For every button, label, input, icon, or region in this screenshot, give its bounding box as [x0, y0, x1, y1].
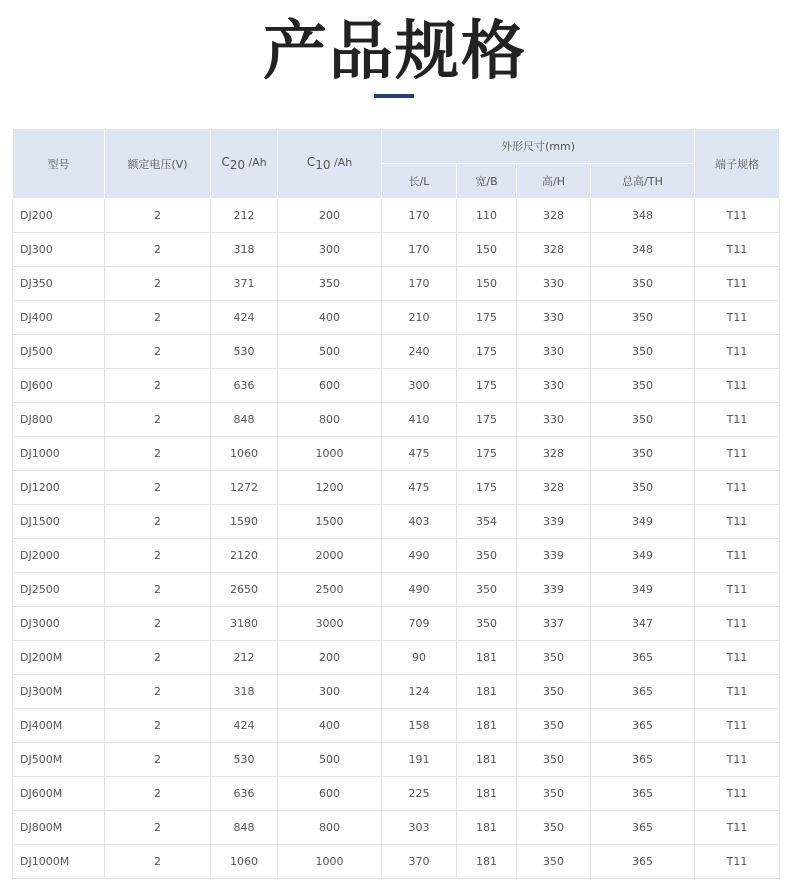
table-row: [13, 267, 780, 301]
cell-c20: 530: [211, 743, 278, 777]
cell-total-height: 365: [591, 811, 695, 845]
table-row: [13, 743, 780, 777]
spec-table: [12, 128, 780, 879]
cell-voltage: 2: [105, 607, 211, 641]
cell-c10: 400: [278, 301, 382, 335]
header-c10-symbol: C: [306, 155, 316, 169]
cell-model: DJ350: [13, 267, 105, 301]
cell-height: 328: [517, 471, 591, 505]
cell-length: 410: [382, 403, 457, 437]
cell-voltage: 2: [105, 301, 211, 335]
cell-model: DJ600M: [13, 777, 105, 811]
cell-c20: 1272: [211, 471, 278, 505]
table-row: [13, 403, 780, 437]
cell-terminal: T11: [695, 573, 780, 607]
table-row: [13, 845, 780, 879]
cell-length: 403: [382, 505, 457, 539]
cell-c20: 318: [211, 233, 278, 267]
cell-length: 475: [382, 437, 457, 471]
cell-c10: 200: [278, 641, 382, 675]
cell-height: 337: [517, 607, 591, 641]
cell-total-height: 350: [591, 301, 695, 335]
cell-c20: 1060: [211, 845, 278, 879]
header-c20-unit: /Ah: [244, 156, 267, 169]
cell-width: 181: [457, 777, 517, 811]
table-row: [13, 199, 780, 233]
cell-voltage: 2: [105, 471, 211, 505]
cell-total-height: 347: [591, 607, 695, 641]
cell-total-height: 350: [591, 471, 695, 505]
cell-terminal: T11: [695, 607, 780, 641]
header-c10: [278, 129, 382, 199]
cell-model: DJ1000M: [13, 845, 105, 879]
cell-terminal: T11: [695, 811, 780, 845]
cell-c10: 800: [278, 403, 382, 437]
cell-c20: 318: [211, 675, 278, 709]
cell-height: 330: [517, 369, 591, 403]
header-c20: [211, 129, 278, 199]
cell-total-height: 350: [591, 403, 695, 437]
cell-terminal: T11: [695, 199, 780, 233]
cell-total-height: 365: [591, 777, 695, 811]
cell-c10: 300: [278, 233, 382, 267]
table-row: [13, 437, 780, 471]
cell-width: 110: [457, 199, 517, 233]
cell-total-height: 350: [591, 369, 695, 403]
cell-c20: 848: [211, 403, 278, 437]
cell-width: 181: [457, 845, 517, 879]
header-dimensions: 外形尺寸(mm): [382, 129, 695, 164]
cell-length: 170: [382, 267, 457, 301]
cell-terminal: T11: [695, 675, 780, 709]
cell-width: 175: [457, 437, 517, 471]
header-width: 宽/B: [457, 164, 517, 199]
cell-voltage: 2: [105, 811, 211, 845]
table-row: [13, 607, 780, 641]
cell-terminal: T11: [695, 267, 780, 301]
cell-voltage: 2: [105, 403, 211, 437]
cell-voltage: 2: [105, 335, 211, 369]
spec-table-body: [13, 199, 780, 879]
cell-terminal: T11: [695, 641, 780, 675]
cell-voltage: 2: [105, 641, 211, 675]
cell-terminal: T11: [695, 403, 780, 437]
cell-length: 124: [382, 675, 457, 709]
cell-height: 328: [517, 437, 591, 471]
cell-total-height: 365: [591, 641, 695, 675]
cell-height: 339: [517, 573, 591, 607]
table-row: [13, 369, 780, 403]
table-row: [13, 675, 780, 709]
table-row: [13, 641, 780, 675]
cell-c10: 400: [278, 709, 382, 743]
cell-c20: 3180: [211, 607, 278, 641]
cell-terminal: T11: [695, 233, 780, 267]
cell-terminal: T11: [695, 335, 780, 369]
cell-terminal: T11: [695, 709, 780, 743]
cell-c10: 2500: [278, 573, 382, 607]
cell-c10: 500: [278, 335, 382, 369]
cell-total-height: 348: [591, 199, 695, 233]
cell-length: 210: [382, 301, 457, 335]
cell-terminal: T11: [695, 471, 780, 505]
cell-model: DJ1500: [13, 505, 105, 539]
cell-model: DJ3000: [13, 607, 105, 641]
cell-width: 150: [457, 267, 517, 301]
cell-height: 350: [517, 709, 591, 743]
cell-c10: 1000: [278, 845, 382, 879]
page-title: 产品规格: [263, 15, 527, 89]
cell-voltage: 2: [105, 369, 211, 403]
cell-c10: 1500: [278, 505, 382, 539]
cell-voltage: 2: [105, 505, 211, 539]
cell-c20: 1060: [211, 437, 278, 471]
cell-c20: 212: [211, 199, 278, 233]
cell-voltage: 2: [105, 267, 211, 301]
cell-voltage: 2: [105, 233, 211, 267]
table-row: [13, 573, 780, 607]
cell-total-height: 349: [591, 573, 695, 607]
cell-terminal: T11: [695, 743, 780, 777]
cell-length: 303: [382, 811, 457, 845]
cell-voltage: 2: [105, 845, 211, 879]
cell-model: DJ500M: [13, 743, 105, 777]
cell-width: 175: [457, 369, 517, 403]
cell-height: 330: [517, 267, 591, 301]
cell-c10: 600: [278, 777, 382, 811]
cell-total-height: 349: [591, 505, 695, 539]
cell-c10: 500: [278, 743, 382, 777]
cell-model: DJ400M: [13, 709, 105, 743]
cell-height: 328: [517, 199, 591, 233]
cell-length: 490: [382, 539, 457, 573]
cell-c20: 1590: [211, 505, 278, 539]
cell-model: DJ500: [13, 335, 105, 369]
cell-width: 150: [457, 233, 517, 267]
cell-width: 350: [457, 607, 517, 641]
cell-width: 354: [457, 505, 517, 539]
cell-voltage: 2: [105, 709, 211, 743]
cell-c10: 300: [278, 675, 382, 709]
cell-height: 339: [517, 539, 591, 573]
header-c20-symbol: C: [221, 155, 230, 169]
cell-voltage: 2: [105, 675, 211, 709]
cell-model: DJ800M: [13, 811, 105, 845]
cell-c20: 636: [211, 369, 278, 403]
cell-height: 350: [517, 743, 591, 777]
cell-total-height: 348: [591, 233, 695, 267]
cell-model: DJ2000: [13, 539, 105, 573]
header-length: 长/L: [382, 164, 457, 199]
cell-voltage: 2: [105, 437, 211, 471]
cell-width: 181: [457, 641, 517, 675]
cell-width: 175: [457, 301, 517, 335]
cell-total-height: 350: [591, 437, 695, 471]
cell-c10: 2000: [278, 539, 382, 573]
table-row: [13, 335, 780, 369]
cell-terminal: T11: [695, 505, 780, 539]
cell-height: 350: [517, 641, 591, 675]
header-c10-unit: /Ah: [330, 156, 353, 169]
cell-width: 181: [457, 743, 517, 777]
header-c10-subscript: 10: [315, 158, 331, 172]
cell-c20: 424: [211, 709, 278, 743]
cell-terminal: T11: [695, 369, 780, 403]
cell-total-height: 365: [591, 709, 695, 743]
cell-height: 350: [517, 845, 591, 879]
cell-total-height: 365: [591, 845, 695, 879]
cell-height: 350: [517, 675, 591, 709]
cell-width: 181: [457, 675, 517, 709]
cell-terminal: T11: [695, 301, 780, 335]
table-row: [13, 233, 780, 267]
cell-c10: 350: [278, 267, 382, 301]
table-row: [13, 811, 780, 845]
header-model: 型号: [13, 129, 105, 199]
cell-length: 170: [382, 199, 457, 233]
cell-height: 350: [517, 777, 591, 811]
cell-c20: 2650: [211, 573, 278, 607]
table-row: [13, 505, 780, 539]
cell-height: 350: [517, 811, 591, 845]
cell-model: DJ600: [13, 369, 105, 403]
cell-length: 240: [382, 335, 457, 369]
cell-height: 328: [517, 233, 591, 267]
table-row: [13, 301, 780, 335]
cell-c10: 600: [278, 369, 382, 403]
table-row: [13, 471, 780, 505]
header-height: 高/H: [517, 164, 591, 199]
cell-terminal: T11: [695, 845, 780, 879]
header-terminal: 端子规格: [695, 129, 780, 199]
cell-length: 90: [382, 641, 457, 675]
cell-length: 475: [382, 471, 457, 505]
cell-total-height: 365: [591, 675, 695, 709]
cell-length: 158: [382, 709, 457, 743]
cell-total-height: 350: [591, 267, 695, 301]
cell-model: DJ300M: [13, 675, 105, 709]
cell-model: DJ1000: [13, 437, 105, 471]
cell-length: 709: [382, 607, 457, 641]
cell-total-height: 350: [591, 335, 695, 369]
cell-length: 191: [382, 743, 457, 777]
cell-width: 175: [457, 335, 517, 369]
cell-model: DJ400: [13, 301, 105, 335]
cell-model: DJ200: [13, 199, 105, 233]
cell-voltage: 2: [105, 573, 211, 607]
cell-model: DJ800: [13, 403, 105, 437]
cell-c20: 2120: [211, 539, 278, 573]
cell-terminal: T11: [695, 437, 780, 471]
cell-height: 339: [517, 505, 591, 539]
header-voltage: 额定电压(V): [105, 129, 211, 199]
cell-height: 330: [517, 335, 591, 369]
cell-model: DJ2500: [13, 573, 105, 607]
cell-length: 170: [382, 233, 457, 267]
cell-c20: 636: [211, 777, 278, 811]
cell-c10: 3000: [278, 607, 382, 641]
cell-c10: 1000: [278, 437, 382, 471]
title-underline: [374, 94, 414, 98]
cell-length: 370: [382, 845, 457, 879]
cell-length: 490: [382, 573, 457, 607]
cell-model: DJ300: [13, 233, 105, 267]
cell-voltage: 2: [105, 777, 211, 811]
cell-length: 300: [382, 369, 457, 403]
cell-width: 175: [457, 403, 517, 437]
cell-total-height: 349: [591, 539, 695, 573]
cell-width: 175: [457, 471, 517, 505]
cell-voltage: 2: [105, 743, 211, 777]
cell-model: DJ200M: [13, 641, 105, 675]
header-c20-subscript: 20: [229, 158, 245, 172]
cell-c20: 212: [211, 641, 278, 675]
cell-length: 225: [382, 777, 457, 811]
cell-model: DJ1200: [13, 471, 105, 505]
cell-width: 181: [457, 811, 517, 845]
cell-terminal: T11: [695, 539, 780, 573]
table-row: [13, 709, 780, 743]
cell-width: 350: [457, 573, 517, 607]
cell-c10: 200: [278, 199, 382, 233]
cell-voltage: 2: [105, 539, 211, 573]
cell-height: 330: [517, 403, 591, 437]
cell-height: 330: [517, 301, 591, 335]
cell-c20: 371: [211, 267, 278, 301]
cell-voltage: 2: [105, 199, 211, 233]
cell-c10: 1200: [278, 471, 382, 505]
cell-total-height: 365: [591, 743, 695, 777]
cell-c20: 530: [211, 335, 278, 369]
table-row: [13, 539, 780, 573]
cell-width: 350: [457, 539, 517, 573]
cell-c20: 848: [211, 811, 278, 845]
cell-c20: 424: [211, 301, 278, 335]
table-row: [13, 777, 780, 811]
cell-terminal: T11: [695, 777, 780, 811]
header-total-height: 总高/TH: [591, 164, 695, 199]
cell-c10: 800: [278, 811, 382, 845]
cell-width: 181: [457, 709, 517, 743]
